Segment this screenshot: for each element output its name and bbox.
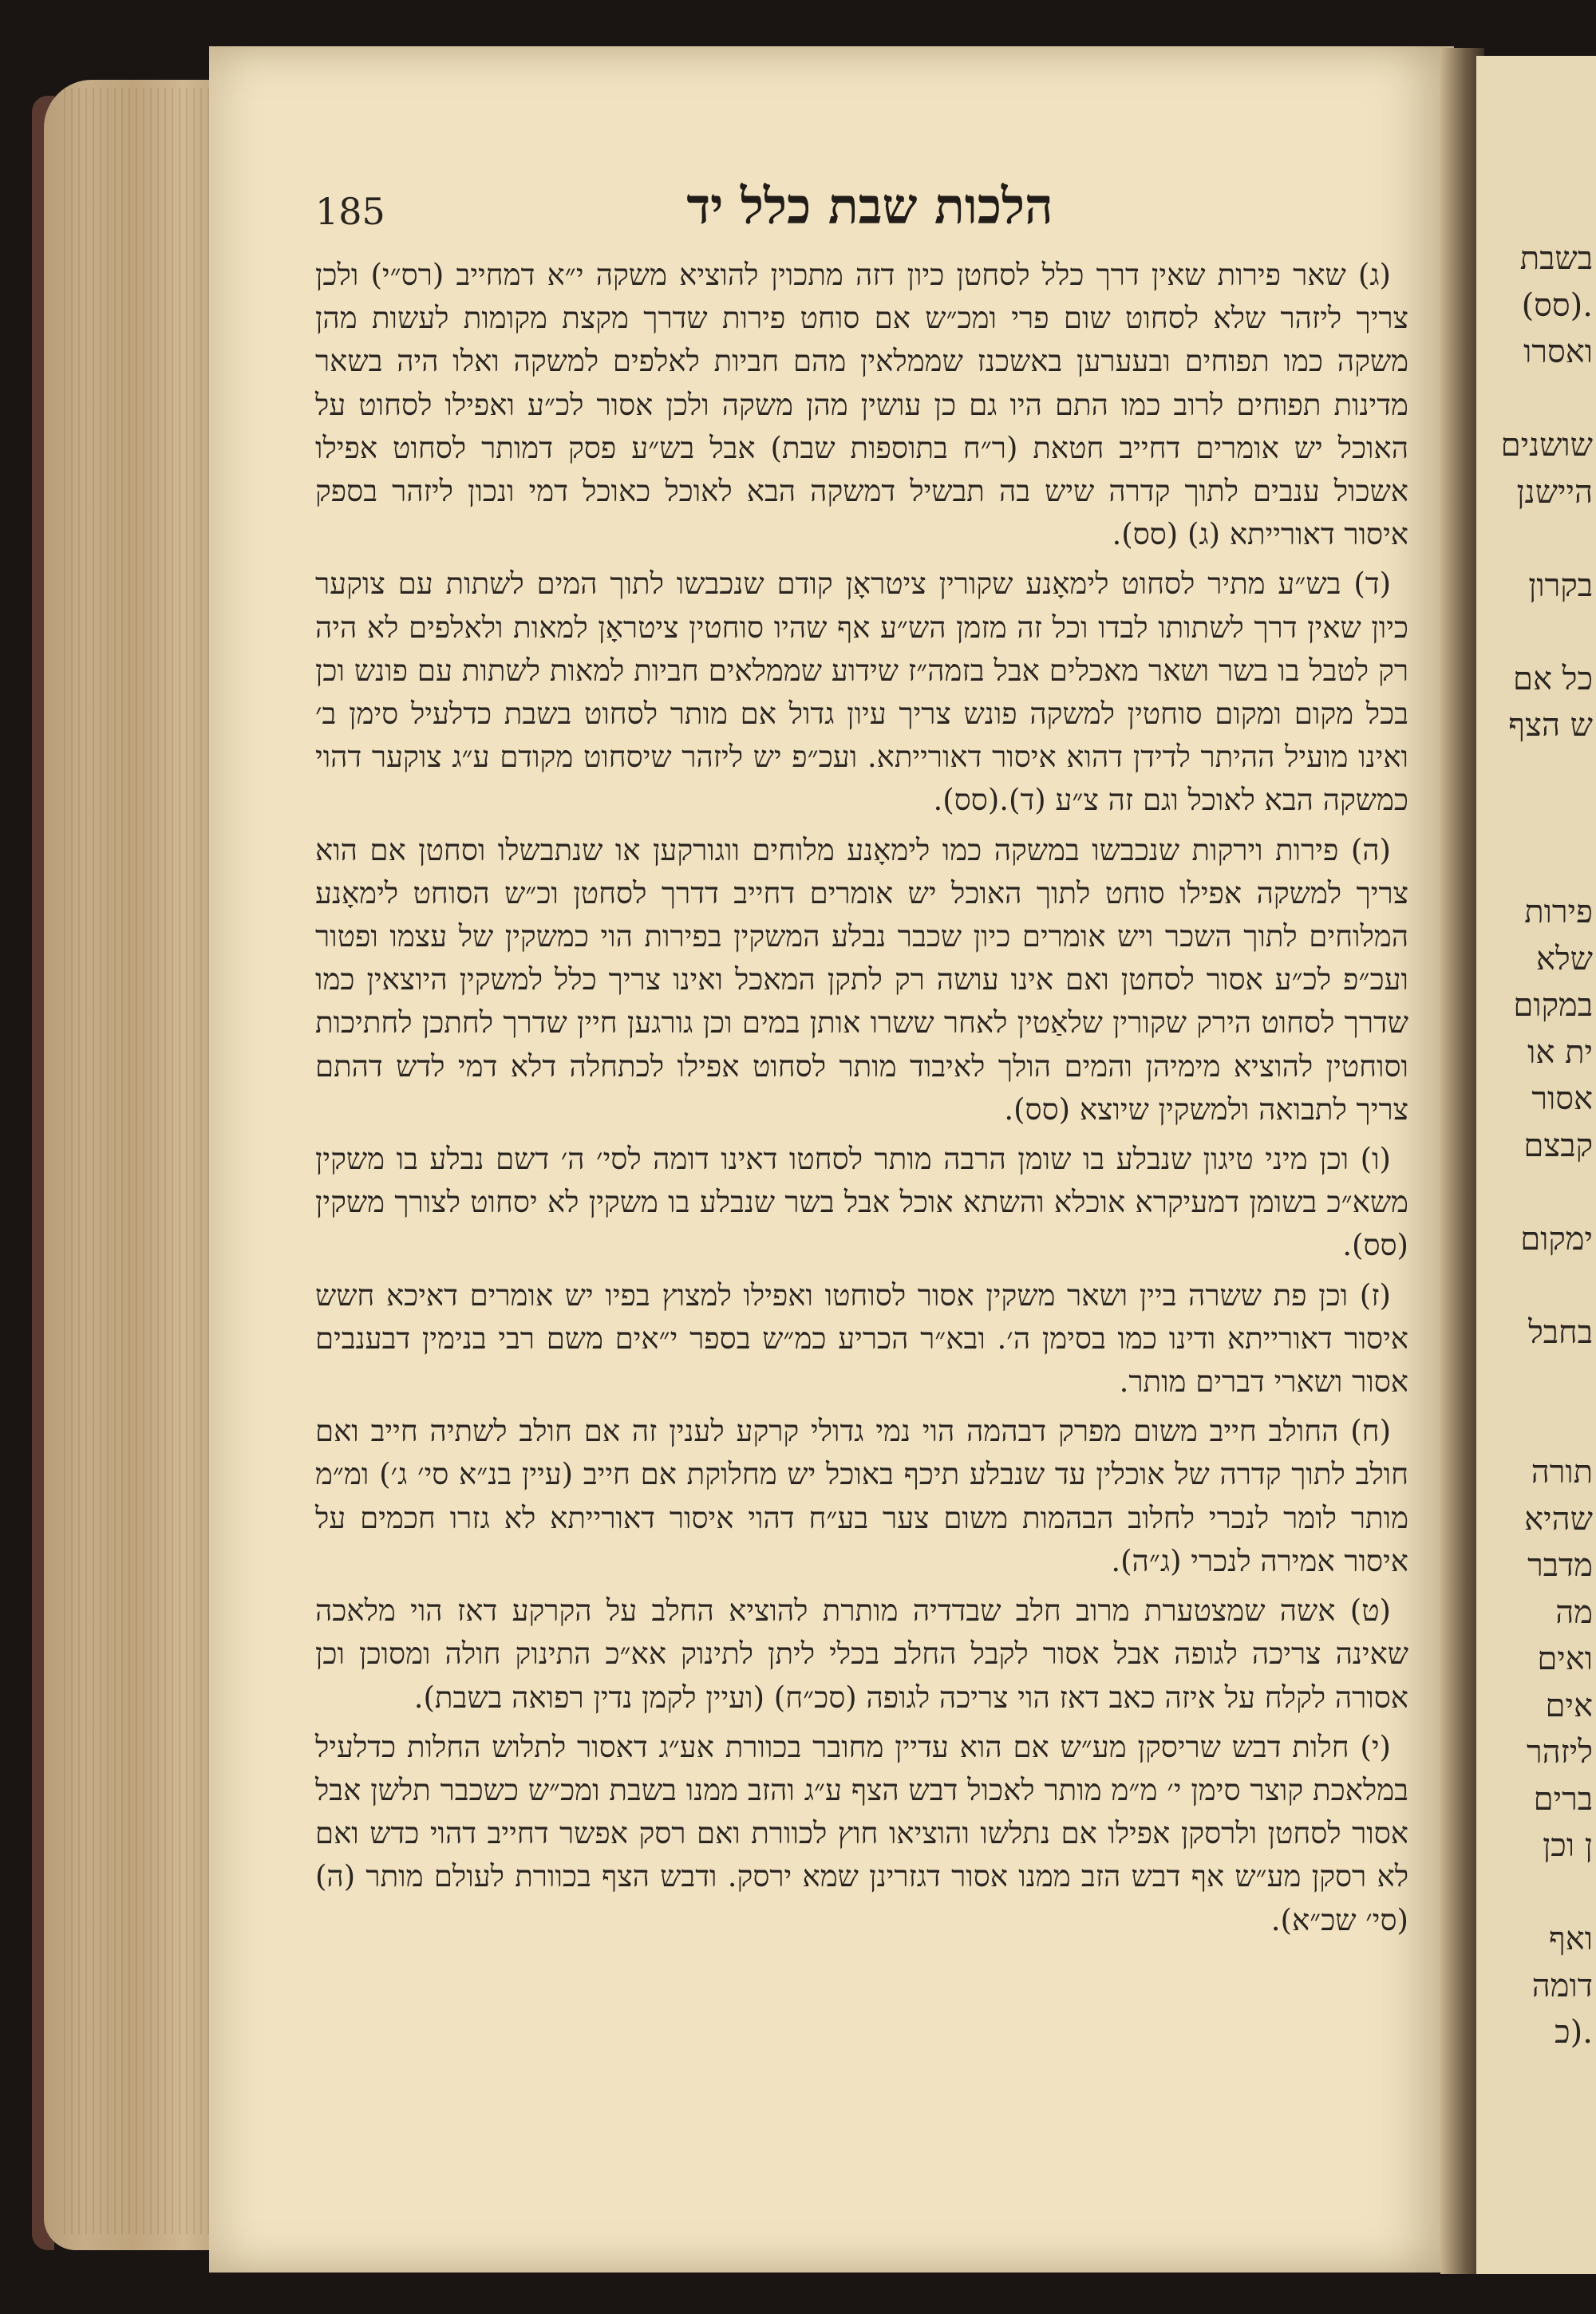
paragraph-5: (ה) פירות וירקות שנכבשו במשקה כמו לימאָנע מלוחים ווגורקען או שנתבשלו וסחטן אם הוא צריך למשקה אפילו סוחט לתוך האוכל יש אומרים דחייב דדרך לסחטן וכ״ש הסוחט לימאָנע המלוחים לתוך השכר ויש אומרים כיון שכבר נבלע המשקין בפירות הוי כמשקין של עצמו ופטור ועכ״פ לכ״ע אסור לסחטן ואם אינו עושה רק לתקן המאכל ואינו צריך כלל למשקין היוצאין כמו שדרך לסחוט הירק שקורין שלאַטין לאחר ששרו אותן במים וכן גורגען חיין שדרך לחתכן לחתיכות וסוחטין להוציא מימיהן והמים הולך לאיבוד מותר לסחוט אפילו לכתחלה דלא דמי לדש דהתם צריך לתבואה ולמשקין שיוצא (סס). [315,832,1408,1127]
page-number: 185 [315,190,385,233]
facing-page-line: ואים [1537,1641,1593,1677]
facing-page-line: כל אם [1513,660,1593,697]
facing-page-line: ימקום [1520,1220,1593,1258]
paragraph-6: (ו) וכן מיני טיגון שנבלע בו שומן הרבה מותר לסחטו דאינו דומה לסי׳ ה׳ דשם נבלע בו משקין משא״כ בשומן דמעיקרא אוכלא והשתא אוכל אבל בשר שנבלע בו משקין לא יסחוט לצורך משקין (סס). [315,1142,1408,1263]
running-head: הלכות שבת כלל יד [686,177,1053,235]
facing-page-line: אים [1545,1687,1593,1724]
facing-page-line: ואף [1549,1921,1593,1957]
facing-page-line: .(סס) [1521,286,1593,324]
facing-page-line: בחבל [1528,1313,1593,1351]
paragraph-3: (ג) שאר פירות שאין דרך כלל לסחטן כיון דזה מתכוין להוציא משקה י״א דמחייב (רס״י) ולכן צריך ליזהר שלא לסחוט שום פרי ומכ״ש אם סוחט פירות שדרך מקצת מקומות לעשות מהן משקה כמו תפוחים ובעערען באשכנז שממלאין מהם חביות לאלפים למשקה ואלו היה בשאר מדינות תפוחים לרוב כמו התם היו גם כן עושין מהן משקה ולכן אסור לכ״ע ואפילו לסחוט על האוכל יש אומרים דחייב חטאת (ר״ח בתוספות שבת) אבל בש״ע פסק דמותר לסחוט אפילו אשכול ענבים לתוך קדרה שיש בה תבשיל דמשקה הבא לאוכל כאוכל דמי ונכון ליזהר בספק איסור דאורייתא (ג) (סס). [315,258,1408,552]
facing-page-line: דומה [1531,1967,1593,2004]
page-edge-texture [64,88,223,2234]
facing-page-line: מדבר [1527,1547,1593,1584]
paragraph-10: (י) חלות דבש שריסקן מע״ש אם הוא עדיין מחובר בכוורת אע״ג דאסור לתלוש החלות כדלעיל במלאכת קוצר סימן י׳ מ״מ מותר לאכול דבש הצף ע״ג והזב ממנו בשבת ומכ״ש כשכבר תלשן אבל אסור לסחטן ולרסקן אפילו אם נתלשו והוציאו חוץ לכוורת ואם רסק אפשר דחייב דהוי כדש ואם לא רסקן מע״ש אף דבש הזב ממנו אסור דגזרינן שמא ירסק. ודבש הצף בכוורת לעולם מותר (ה) (סי׳ שכ״א). [315,1729,1408,1937]
facing-page [1476,56,1596,2274]
facing-page-line: שלא [1535,940,1593,977]
page-body [315,254,1408,1949]
facing-page-line: קבצם [1523,1127,1593,1164]
facing-page-line: ליזהר [1526,1734,1593,1771]
facing-page-line: בקרון [1528,567,1593,604]
paragraph-9: (ט) אשה שמצטערת מרוב חלב שבדדיה מותרת להוציא החלב על הקרקע דאז הוי מלאכה שאינה צריכה לגופה אבל אסור לקבל החלב בכלי ליתן לתינוק אא״כ התינוק חולה ומסוכן וכן אסורה לקלח על איזה כאב דאז הוי צריכה לגופה (סכ״ח) (ועיין לקמן נדין רפואה בשבת). [315,1593,1408,1715]
facing-page-line: ן וכן [1543,1827,1593,1864]
facing-page-line: בשבת [1519,240,1593,277]
facing-page-line: אסור [1531,1080,1593,1117]
facing-page-line: ואסרו [1523,334,1593,370]
facing-page-line: שהיא [1524,1500,1593,1538]
facing-page-line: .(כ [1555,2014,1593,2051]
facing-page-line: היישנן [1516,473,1593,511]
facing-page-line: ש הצף [1508,707,1593,744]
facing-page-line: פירות [1524,894,1593,930]
facing-page-line: ברים [1533,1780,1593,1818]
paragraph-8: (ח) החולב חייב משום מפרק דבהמה הוי נמי גדולי קרקע לענין זה אם חולב לשתיה חייב ואם חולב לתוך קדרה של אוכלין עד שנבלע תיכף באוכל יש מחלוקת אם חייב (עיין בנ״א סי׳ ג׳) ומ״מ מותר לומר לנכרי לחלוב הבהמות משום צער בע״ח דהוי איסור דאורייתא לא גזרו חכמים על איסור אמירה לנכרי (ג״ה). [315,1414,1408,1578]
facing-page-line: תורה [1531,1454,1593,1491]
facing-page-line: במקום [1513,987,1593,1024]
paragraph-7: (ז) וכן פת ששרה ביין ושאר משקין אסור לסוחטו ואפילו למצוץ בפיו יש אומרים דאיכא חשש איסור דאורייתא ודינו כמו בסימן ה׳. ובא״ר הכריע כמ״ש בספר י״אים משם רבי בנימין דבענבים אסור ושארי דברים מותר. [315,1277,1408,1400]
facing-page-line: ית או [1527,1033,1593,1071]
facing-page-line: שושנים [1500,427,1593,464]
facing-page-line: מה [1555,1593,1593,1631]
paragraph-4: (ד) בש״ע מתיר לסחוט לימאָנע שקורין ציטראָן קודם שנכבשו לתוך המים לשתות עם צוקער כיון שאין דרך לשתותו לבדו וכל זה מזמן הש״ע אף שהיו סוחטין ציטראָן למאות ולאלפים לא היה רק לטבל בו בשר ושאר מאכלים אבל בזמה״ז שידוע שממלאים חביות למאות לשתות עם פונש וכן בכל מקום ומקום סוחטין למשקה פונש צריך עיון גדול אם מותר לסחוט בשבת כדלעיל סימן ב׳ ואינו מועיל ההיתר לדידן דהוא איסור דאורייתא. ועכ״פ יש ליזהר שיסחוט מקודם ע״ג צוקער דהוי כמשקה הבא לאוכל וגם זה צ״ע (ד).(סס). [315,567,1408,818]
